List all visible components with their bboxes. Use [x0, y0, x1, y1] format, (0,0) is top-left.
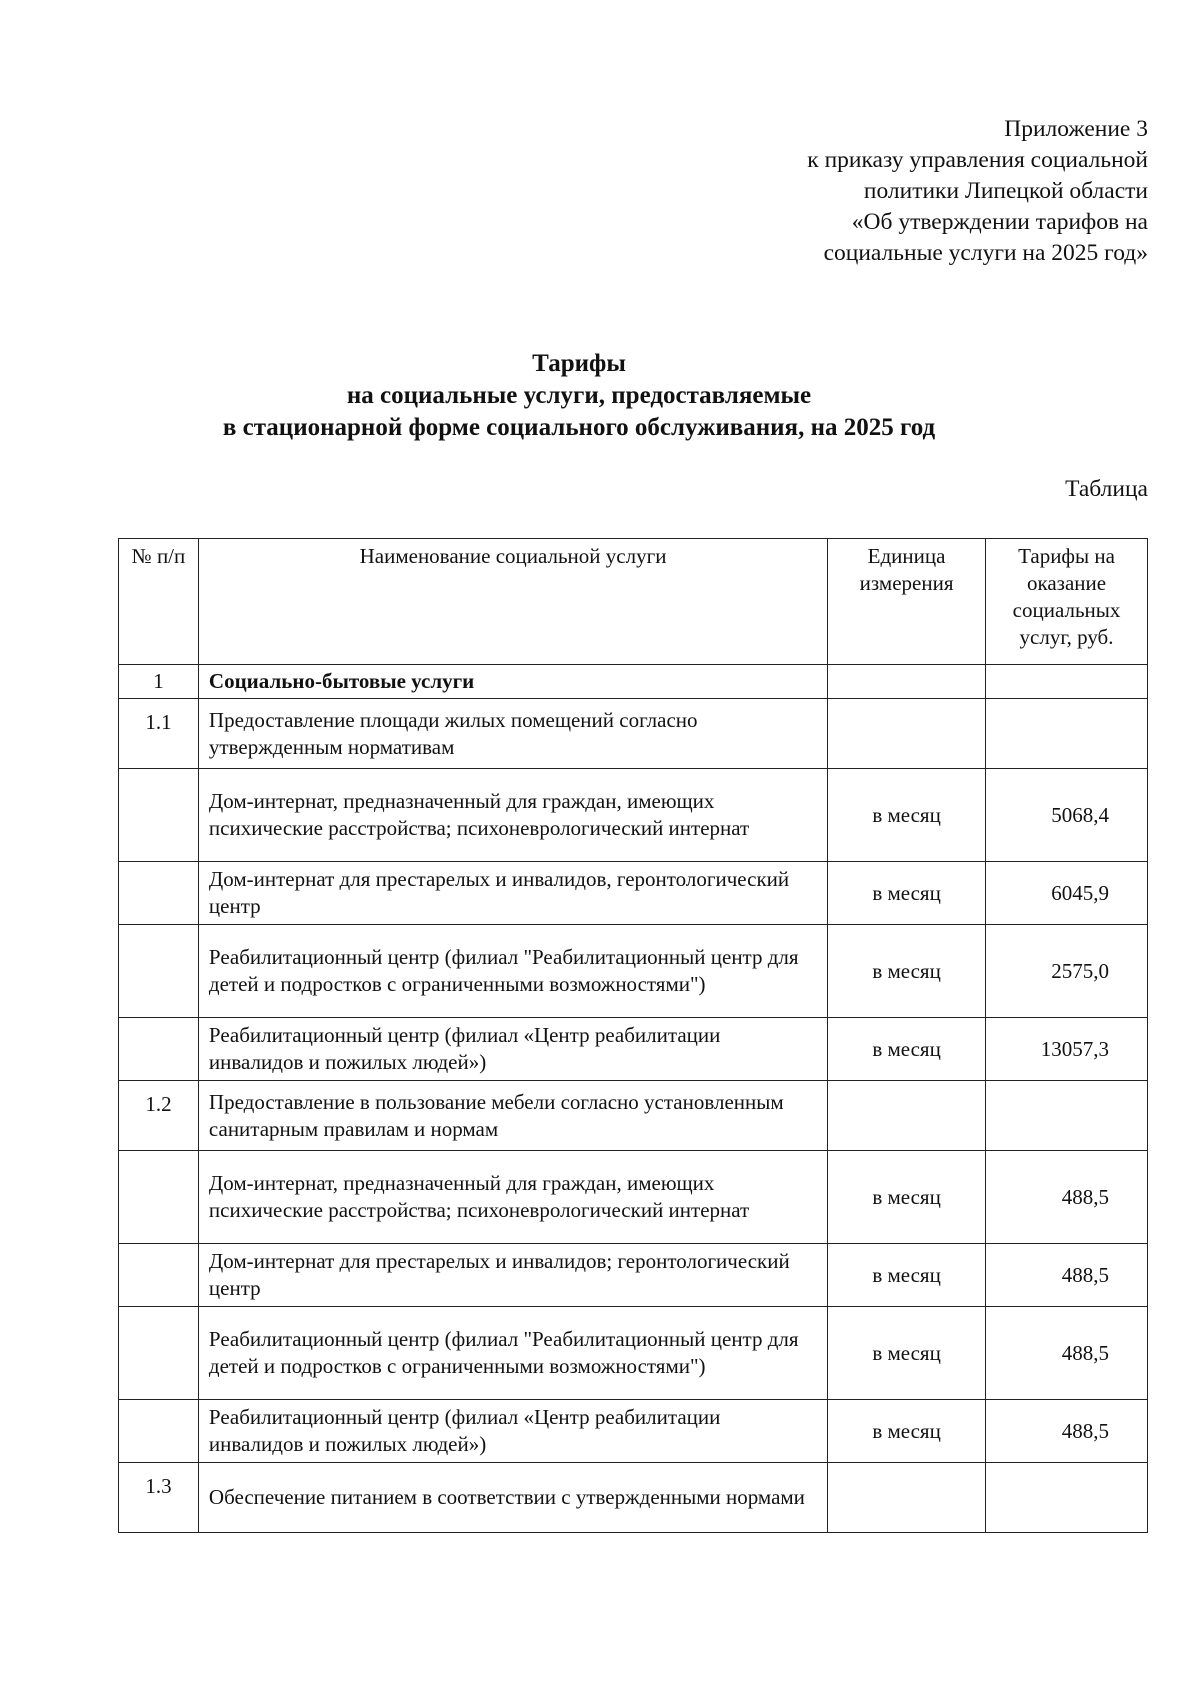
row-tariff: 6045,9: [986, 862, 1148, 925]
document-title: [0, 348, 1158, 444]
row-num: 1.3: [119, 1463, 199, 1533]
appendix-line: социальные услуги на 2025 год»: [823, 240, 1148, 266]
row-num: [119, 1307, 199, 1400]
row-name: Дом-интернат для престарелых и инвалидов; геронтологический центр: [198, 1244, 827, 1307]
table-row: [119, 1244, 1148, 1307]
row-unit: в месяц: [828, 1018, 986, 1081]
row-unit: в месяц: [828, 769, 986, 862]
table-row: [119, 925, 1148, 1018]
header-unit: Единица измерения: [828, 539, 986, 665]
row-tariff: [986, 665, 1148, 699]
row-name: Реабилитационный центр (филиал "Реабилитационный центр для детей и подростков с ограниченными возможностями"): [198, 1307, 827, 1400]
row-name: Обеспечение питанием в соответствии с утвержденными нормами: [198, 1463, 827, 1533]
table-row: [119, 1400, 1148, 1463]
row-tariff: [986, 699, 1148, 769]
row-tariff: 488,5: [986, 1400, 1148, 1463]
row-unit: [828, 1463, 986, 1533]
header-num: № п/п: [119, 539, 199, 665]
row-name: Дом-интернат для престарелых и инвалидов, геронтологический центр: [198, 862, 827, 925]
row-tariff: 13057,3: [986, 1018, 1148, 1081]
row-num: [119, 862, 199, 925]
row-name: Предоставление площади жилых помещений согласно утвержденным нормативам: [198, 699, 827, 769]
table-row: [119, 769, 1148, 862]
table-row: [119, 665, 1148, 699]
row-unit: в месяц: [828, 925, 986, 1018]
appendix-line: «Об утверждении тарифов на: [851, 209, 1148, 235]
row-unit: в месяц: [828, 1244, 986, 1307]
row-name: Дом-интернат, предназначенный для граждан, имеющих психические расстройства; психоневрологический интернат: [198, 769, 827, 862]
tariffs-table: [118, 538, 1148, 1533]
appendix-block: [807, 114, 1148, 269]
row-tariff: 488,5: [986, 1244, 1148, 1307]
row-num: 1.2: [119, 1081, 199, 1151]
row-num: [119, 1151, 199, 1244]
table-row: [119, 1463, 1148, 1533]
appendix-line: к приказу управления социальной: [807, 147, 1148, 173]
row-unit: [828, 699, 986, 769]
row-num: [119, 1244, 199, 1307]
title-line-3: в стационарной форме социального обслуживания, на 2025 год: [222, 414, 936, 441]
table-row: [119, 1307, 1148, 1400]
row-name: Предоставление в пользование мебели согласно установленным санитарным правилам и нормам: [198, 1081, 827, 1151]
table-row: [119, 1151, 1148, 1244]
row-tariff: 2575,0: [986, 925, 1148, 1018]
row-unit: [828, 665, 986, 699]
appendix-line: Приложение 3: [1004, 116, 1148, 142]
row-name: Реабилитационный центр (филиал «Центр реабилитации инвалидов и пожилых людей»): [198, 1018, 827, 1081]
row-tariff: [986, 1081, 1148, 1151]
table-header-row: [119, 539, 1148, 665]
row-unit: в месяц: [828, 1307, 986, 1400]
row-unit: в месяц: [828, 1400, 986, 1463]
row-name: Реабилитационный центр (филиал «Центр реабилитации инвалидов и пожилых людей»): [198, 1400, 827, 1463]
table-row: [119, 1081, 1148, 1151]
table-row: [119, 699, 1148, 769]
row-tariff: 488,5: [986, 1307, 1148, 1400]
row-tariff: 488,5: [986, 1151, 1148, 1244]
appendix-line: политики Липецкой области: [863, 178, 1148, 204]
table-caption: Таблица: [1065, 476, 1148, 502]
row-unit: в месяц: [828, 1151, 986, 1244]
row-tariff: 5068,4: [986, 769, 1148, 862]
row-name: Социально-бытовые услуги: [198, 665, 827, 699]
row-num: 1.1: [119, 699, 199, 769]
row-name: Дом-интернат, предназначенный для граждан, имеющих психические расстройства; психоневрологический интернат: [198, 1151, 827, 1244]
table-row: [119, 862, 1148, 925]
row-num: [119, 925, 199, 1018]
title-line-2: на социальные услуги, предоставляемые: [346, 382, 812, 409]
row-num: [119, 1018, 199, 1081]
table-row: [119, 1018, 1148, 1081]
header-name: Наименование социальной услуги: [198, 539, 827, 665]
row-unit: [828, 1081, 986, 1151]
header-tariff: Тарифы на оказание социальных услуг, руб.: [986, 539, 1148, 665]
row-name: Реабилитационный центр (филиал "Реабилитационный центр для детей и подростков с ограниченными возможностями"): [198, 925, 827, 1018]
title-line-1: Тарифы: [532, 350, 626, 377]
row-num: 1: [119, 665, 199, 699]
row-num: [119, 1400, 199, 1463]
row-unit: в месяц: [828, 862, 986, 925]
row-num: [119, 769, 199, 862]
row-tariff: [986, 1463, 1148, 1533]
